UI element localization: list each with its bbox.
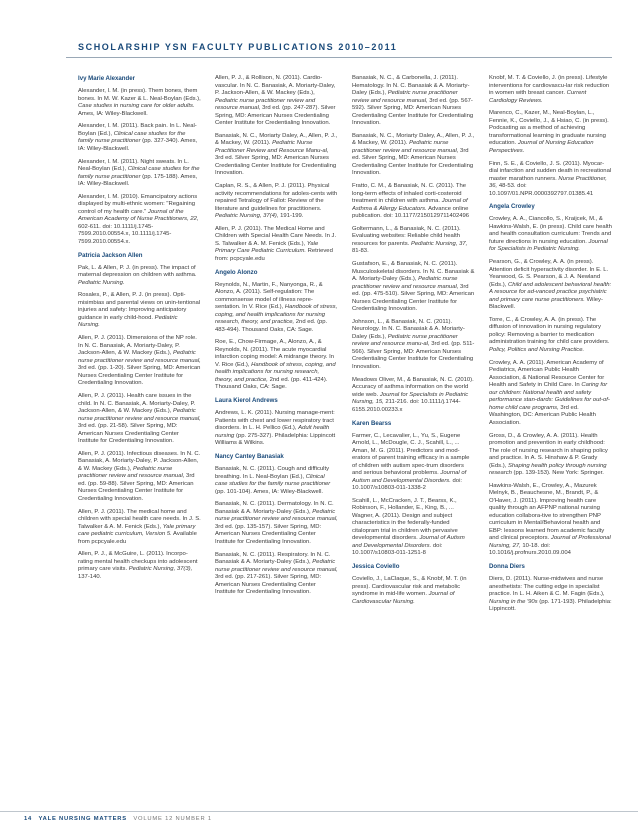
citation-text: 3rd ed. (pp. 247-287). Silver Spring, MD: American Nurses Credentialing Center Institute for Credentialing Innovation. bbox=[215, 105, 336, 126]
citation-text: Marenco, C., Kazer, M., Neal-Boylan, L., Fennie, K., Coviello, J., & Hsiao, C. (in press). Podcasting as a method of achieving transformational learning in graduate nursing education. bbox=[489, 110, 609, 147]
citation-text: Diers, D. (2011). Nurse-midwives and nurse anesthetists: The cutting edge in specialist practice. In L. H. Aiken & C. M. Fagin (Eds.), bbox=[489, 576, 605, 598]
citation-text: Gustafson, E., & Banasiak, N. C. (2011). Musculoskeletal disorders. In N. C. Banasiak & A. Moriarty-Daley (Eds.), bbox=[352, 261, 475, 283]
citation-text: 3rd ed. (pp. 475-510). Silver Spring, MD: American Nurses Credentialing Center Institute for Credentialing Innovation. bbox=[352, 283, 475, 313]
citation-text: (pp. 101-104). Ames, IA: Wiley-Blackwell. bbox=[215, 488, 324, 495]
author-heading: Donna Diers bbox=[489, 563, 525, 571]
citation-text: Torre, C., & Crowley, A. A. (in press). The diffusion of innovation in nursing regulatory policy: Removing a barrier to medication administration training for child care providers. bbox=[489, 316, 610, 346]
citation-entry bbox=[215, 183, 338, 221]
citation-text: Caplan, R. S., & Allen, P. J. (2011). Physical activity recommendations for adoles-cents with repaired Tetralogy of Fallot: Review of the literature and guidelines for practitioners. bbox=[215, 183, 338, 212]
citation-text: Allen, P. J. (2011). The Medical Home and Children with Special Health Care Needs. In J. S. Talwalker & A. M. Fenick (Eds.), bbox=[215, 225, 337, 247]
page-header-title: SCHOLARSHIP YSN FACULTY PUBLICATIONS 2010–2011 bbox=[78, 42, 398, 52]
citation-text: (pp. 139-153). New York: Springer. bbox=[511, 470, 604, 477]
citation-text: 3rd ed. (pp. 21-58). Silver Spring, MD: American Nurses Credentialing Center Institute for Credentialing Innovation. bbox=[78, 423, 179, 445]
citation-entry bbox=[78, 335, 201, 388]
citation-text: 191-199. bbox=[278, 213, 304, 220]
citation-text: Crowley, A. A. (2011). American Academy of Pediatrics, American Public Health Association, & National Resource Center for Health and Safety in Child Care. In bbox=[489, 359, 605, 389]
citation-text: 3rd ed. (pp. 135-157). Silver Spring, MD: American Nurses Credentialing Center Institute for Credentialing Innovation. bbox=[215, 523, 322, 545]
citation-title: Pediatric nurse practitioner review and resource manu-al, bbox=[352, 333, 458, 348]
citation-entry bbox=[489, 576, 612, 614]
author-heading: Karen Bearss bbox=[352, 419, 392, 427]
citation-text: Allen, P. J. (2011). Infectious diseases. In N. C. Banasiak, A. Moriarty-Daley, P. Jackson-Allen, & W. Mackey (Eds.), bbox=[78, 450, 201, 472]
citation-text: Allen, P. J., & McGuire, L. (2011). Incorpo-rating mental health checkups into adolescent primary care visits. bbox=[78, 551, 198, 573]
citation-text: 3rd ed. (pp. 567-592). Silver Spring, MD: American Nurses Credentialing Center Institute for Credentialing Innovation. bbox=[352, 97, 474, 126]
citation-text: Banasiak, N. C., & Carbonella, J. (2011). Hematology. In N. C. Banasiak & A. Moriarty-Daley (Eds.), bbox=[352, 75, 470, 96]
citation-text: Banasiak, N. C., Moriarty Daley, A., Allen, P. J., & Mackey, W. (2011). bbox=[215, 132, 338, 147]
citation-entry bbox=[352, 133, 475, 178]
citation-title: Journal of Cardiovascular Nursing. bbox=[352, 591, 455, 605]
citation-entry bbox=[489, 75, 612, 105]
citation-text: Retrieved from: pcpcyale.edu bbox=[215, 248, 333, 262]
citation-entry bbox=[489, 216, 612, 254]
author-heading: Angelo Alonzo bbox=[215, 268, 258, 276]
citation-text: Hawkins-Walsh, E., Crowley, A., Mazurek Melnyk, B., Beauchesne, M., Brandt, P., & O'Haver, J. (2011). Improving health care quality through an AFPNP national nursing education collabora-tive to strengthen PNP curriculum in Mental/Behavioral health and EBP: lessons learned from academic faculty and clinical preceptors. bbox=[489, 482, 605, 542]
citation-text: Banasiak, N. C., Moriarty Daley, A., Allen, P. J., & Mackey, W. (2011). bbox=[352, 132, 475, 147]
author-heading: Jessica Coviello bbox=[352, 563, 400, 571]
citation-entry bbox=[352, 319, 475, 372]
citation-text: 3rd ed. Washington, DC: American Public Health Association. bbox=[489, 404, 596, 426]
author-heading: Patricia Jackson Allen bbox=[78, 251, 143, 259]
citation-text: doi: 10.1007/s10803-011-1338-2 bbox=[352, 477, 463, 492]
publication-columns bbox=[78, 75, 613, 800]
citation-text: 3rd ed. (pp. 511-566). Silver Spring, MD: American Nurses Credentialing Center Institute for Credentialing Innovation. bbox=[352, 341, 475, 370]
citation-entry bbox=[215, 466, 338, 496]
citation-title: Clinical case studies for the family nurse practitioner bbox=[215, 473, 331, 488]
citation-entry bbox=[352, 75, 475, 128]
citation-entry bbox=[215, 501, 338, 546]
citation-text: Alexander, I. M. (2011). Back pain. In L. Neal-Boylan (Ed.), bbox=[78, 123, 197, 137]
citation-text: Alexander, I. M. (2010). Emancipatory actions displayed by multi-ethnic women: "Regaining control of my health care." bbox=[78, 193, 198, 215]
citation-text: Alexander, I. M. (2011). Night sweats. In L. Neal-Boylan (Ed.), bbox=[78, 158, 189, 173]
citation-text: Available from pcpcyale.edu bbox=[78, 531, 197, 545]
citation-text: Goltermann, L., & Banasiak, N. C. (2011). Evaluating websites: Reliable child health resources for parents. bbox=[352, 225, 461, 247]
citation-title: Shaping health policy through nursing research bbox=[489, 462, 607, 477]
citation-text: Allen, P. J., & Rollison, N. (2011). Cardio-vascular. In N. C. Banasiak, A. Moriarty-Daley, P. Jackson-Allen, & W. Mackey (Eds.), bbox=[215, 75, 336, 96]
citation-title: Pediatric Nursing, 37, bbox=[410, 240, 468, 247]
citation-title: Pediatric nurse practitioner review and resource manual, bbox=[215, 97, 316, 111]
citation-text: (pp. 171-193). Philadelphia: Lippincott. bbox=[489, 598, 612, 613]
citation-entry bbox=[78, 551, 201, 581]
citation-entry bbox=[352, 433, 475, 493]
citation-title: Handbook of stress, coping, and health implications for nursing research, theory, and practice, bbox=[215, 304, 338, 326]
author-heading: Angela Crowley bbox=[489, 203, 535, 211]
citation-title: Pediatric Nursing. bbox=[78, 279, 125, 286]
column-1 bbox=[78, 75, 201, 800]
citation-title: Policy, Politics and Nursing Practice. bbox=[489, 346, 585, 353]
citation-title: Pediatric nurse practitioner review and resource manual, bbox=[352, 276, 459, 290]
citation-entry bbox=[78, 88, 201, 118]
citation-title: Journal of Asthma & Allergy Educators. bbox=[352, 198, 468, 212]
column-3 bbox=[352, 75, 475, 800]
citation-text: Farmer, C., Lecavalier, L., Yu, S., Eugene Arnold, L., McDougle, C. J., Scahill, L., ... Aman, M. G. (2011). Predictors and mod-erators of parent training efficacy in a sample of children with autism spec-trum disorders and serious behavioral problems. bbox=[352, 432, 470, 477]
citation-entry bbox=[78, 265, 201, 288]
citation-text: Gross, D., & Crowley, A. A. (2011). Health promotion and prevention in early childhood: The role of nursing research in shaping policy and practice. In A. S. Hinshaw & P. Grady (Eds.), bbox=[489, 432, 608, 469]
citation-text: 2nd ed. (pp. 411-424). Thousand Oaks, CA: Sage. bbox=[215, 376, 328, 391]
author-heading: Laura Kierol Andrews bbox=[215, 397, 278, 405]
citation-text: Banasiak, N. C. (2011). Cough and difficulty breathing. In L. Neal-Boylan (Ed.), bbox=[215, 466, 330, 480]
citation-entry bbox=[78, 509, 201, 547]
citation-entry bbox=[489, 483, 612, 558]
citation-title: Pediatric Nursing, 37(4), bbox=[215, 213, 279, 220]
citation-text: 10-18. doi: 10.1016/j.profnurs.2010.09.004 bbox=[489, 542, 571, 557]
citation-title: Pediatric nurse practitioner review and resource manual, bbox=[352, 90, 458, 104]
citation-title: Pediatric nurse practitioner review and resource manual, bbox=[78, 350, 201, 364]
citation-entry bbox=[352, 261, 475, 314]
citation-entry bbox=[78, 159, 201, 189]
author-heading: Ivy Marie Alexander bbox=[78, 75, 136, 82]
citation-text: Rosales, P., & Allen, P. J. (in press). Opti-misimbias and parental views on unin-tentional injuries and safety: Improving anticipatory guidance in early child-hood. bbox=[78, 292, 201, 321]
citation-entry bbox=[352, 498, 475, 558]
citation-text: Johnson, L., & Banasiak, N. C. (2011). Neurology. In N. C. Banasiak & A. Moriarty-Daley (Eds.), bbox=[352, 318, 465, 340]
citation-entry bbox=[215, 410, 338, 448]
citation-text: Banasiak, N. C. (2011). Respiratory. In N. C. Banasiak & A. Moriarty-Daley (Eds.), bbox=[215, 551, 331, 566]
citation-text: 81-83. bbox=[352, 248, 369, 255]
citation-title: Pediatric nurse practitioner review and resource manual, bbox=[215, 508, 338, 523]
citation-text: Knobf, M. T. & Coviello, J. (in press). Lifestyle interventions for cardiovascu-lar risk reduction in women with breast cancer. bbox=[489, 75, 610, 96]
citation-text: 2nd ed. (pp. 483-494). Thousand Oaks, CA: Sage. bbox=[215, 319, 328, 333]
citation-title: Pediatric Nurse Practitioner Review and Resource Manu-al, bbox=[215, 140, 329, 154]
citation-title: Pediatric nurse practitioner review and resource manual, bbox=[78, 465, 185, 480]
citation-title: Pediatric nurse practitioner review and resource manual, bbox=[215, 559, 338, 573]
citation-entry bbox=[215, 552, 338, 597]
citation-title: Pediatric nurse practitioner review and resource manual, bbox=[78, 408, 201, 422]
citation-title: Clinical case studies for the family nurse practitioner bbox=[78, 166, 200, 180]
citation-entry bbox=[215, 282, 338, 335]
citation-text: Pak, L. & Allen, P. J. (in press). The impact of maternal depression on children with asthma. bbox=[78, 264, 197, 279]
citation-entry bbox=[78, 194, 201, 247]
citation-text: Scahill, L., McCracken, J. T., Bearss, K., Robinson, F., Hollander, E., King, B., ... Wagner, A. (2011). Design and subject characteristics in the federally-funded citalopram trial in children with pervasive developmental disorders. bbox=[352, 497, 458, 542]
citation-title: Pediatric Nursing. bbox=[78, 314, 178, 329]
citation-text: Ames, IA: Wiley-Blackwell. bbox=[78, 110, 148, 117]
citation-text: 137-140. bbox=[78, 573, 102, 580]
citation-text: (pp. 175-188). Ames, IA: Wiley-Blackwell. bbox=[78, 173, 198, 188]
citation-entry bbox=[215, 75, 338, 128]
citation-text: Roe, E., Chow-Firmage, A., Alonzo, A., & Reynolds, N. (2011). The acute myocardial infarction coping model: A midrange theory. In V. Rice (Ed.), bbox=[215, 339, 335, 368]
citation-text: (pp. 327-340). Ames, IA: Wiley-Blackwell. bbox=[78, 138, 198, 152]
citation-entry bbox=[78, 393, 201, 446]
citation-entry bbox=[489, 161, 612, 199]
citation-entry bbox=[489, 317, 612, 355]
citation-entry bbox=[215, 133, 338, 178]
citation-text: Finn, S. E., & Coviello, J. S. (2011). Myocar-dial infarction and sudden death in recreational master marathon runners. bbox=[489, 160, 612, 182]
citation-entry bbox=[78, 451, 201, 504]
citation-text: 3rd ed. (pp. 217-261). Silver Spring, MD: American Nurses Credentialing Center Institute for Credentialing Innovation. bbox=[215, 574, 322, 596]
page-number: 14 bbox=[24, 816, 33, 822]
header-divider bbox=[66, 57, 612, 58]
citation-title: Child and adolescent behavioral health: A resource for ad-vanced practice psychiatric and primary care nurse practitioners. bbox=[489, 281, 612, 303]
citation-text: Alexander, I. M. (in press). Them bones, them bones. In M. W. Kazer & L. Neal-Boylan (Eds.), bbox=[78, 88, 201, 102]
citation-text: (pp. 275-327). Philadelphia: Lippincott Williams & Wilkins. bbox=[215, 432, 336, 447]
page-footer bbox=[24, 816, 212, 822]
author-heading: Nancy Cantey Banasiak bbox=[215, 453, 284, 461]
citation-title: Journal of Nursing Education Perspectives. bbox=[489, 140, 594, 154]
citation-entry bbox=[215, 226, 338, 264]
volume-info: VOLUME 12 NUMBER 1 bbox=[133, 816, 212, 822]
citation-text: Reynolds, N., Martin, F., Nanyonga, R., & Alonzo, A. (2011). Self-regulation: The commonsense model of illness repre-sentation. In V. Rice (Ed.), bbox=[215, 281, 323, 311]
citation-entry bbox=[489, 110, 612, 155]
citation-title: Journal of the American Academy of Nurse Practitioners, 22, bbox=[78, 208, 199, 223]
column-2 bbox=[215, 75, 338, 800]
citation-text: Crowley, A. A., Ciancollo, S., Kraijcek, M., & Hawkins-Walsh, E. (in press). Child care health and health consultation curriculum: Trends and future directions in nursing education. bbox=[489, 216, 612, 245]
citation-text: Allen, P. J. (2011). The medical home and children with special health care needs. In J. S. Talwalker & A. M. Fenick (Eds.), bbox=[78, 508, 201, 530]
citation-entry bbox=[352, 183, 475, 221]
citation-title: Handbook of stress, coping, and health implications for nursing research, theory, and practice, bbox=[215, 361, 336, 383]
citation-entry bbox=[352, 576, 475, 606]
citation-title: Caring for our children: National health and safety performance stan-dards: Guidelines for out-of-home child care programs, bbox=[489, 382, 610, 411]
citation-title: Yale primary care pediatric curriculum, Version 5. bbox=[78, 523, 196, 538]
citation-text: 211-216. doi: 10.1111/j.1744-6155.2010.00233.x bbox=[352, 399, 461, 413]
citation-text: 602-611. doi: 10.1111/j.1745-7599.2010.00554.x, 10.1111/j.1745-7599.2010.00554.x. bbox=[78, 223, 172, 245]
citation-title: Nurse Practitioner, 36, bbox=[489, 175, 607, 190]
citation-text: Allen, P. J. (2011). Health care issues in the child. In N. C. Banasiak, A. Moriarty-Daley, P. Jackson-Allen, & W. Mackey (Eds.), bbox=[78, 393, 196, 415]
citation-title: Journal for Specialists in Pediatric Nursing. bbox=[489, 238, 608, 253]
citation-entry bbox=[78, 292, 201, 330]
citation-text: 3rd ed. (pp. 1-20). Silver Spring, MD: American Nurses Credentialing Center Institute for Credentialing Innovation. bbox=[78, 365, 201, 387]
citation-text: 3rd ed. Silver Spring, MD: American Nurses Credentialing Center Institute for Credentialing Innovation. bbox=[215, 155, 337, 177]
citation-entry bbox=[489, 360, 612, 428]
citation-text: Pearson, G., & Crowley, A. A. (in press). Attention deficit hyperactivity disorder. In E. L. Yearwood, G. S. Pearson, & J. A. Newland (Eds.), bbox=[489, 259, 609, 288]
citation-entry bbox=[352, 377, 475, 415]
citation-text: Meadows Oliver, M., & Banasiak, N. C. (2010). Accuracy of asthma information on the world wide web. bbox=[352, 376, 474, 398]
citation-entry bbox=[489, 259, 612, 312]
header-band bbox=[0, 0, 638, 72]
citation-entry bbox=[352, 226, 475, 256]
citation-entry bbox=[78, 123, 201, 153]
citation-title: Journal for Specialists in Pediatric Nursing, 15, bbox=[352, 391, 469, 406]
citation-text: doi: 10.1007/s10803-011-1251-8 bbox=[352, 542, 443, 557]
citation-text: 48-53. doi: 10.1097/01.NPR.0000392797.01385.41 bbox=[489, 183, 594, 197]
citation-title: Adult health nursing bbox=[215, 425, 330, 439]
citation-title: Pediatric Nursing, 37(3), bbox=[128, 566, 193, 573]
column-4 bbox=[489, 75, 612, 800]
citation-title: Journal of Autism and Developmental Disorders. bbox=[352, 535, 465, 549]
citation-title: Yale Primary Care Pediatric Curriculum. bbox=[215, 240, 319, 255]
citation-text: 3rd ed. (pp. 59-88). Silver Spring, MD: American Nurses Credentialing Center Institute for Credentialing Innovation. bbox=[78, 473, 195, 502]
citation-text: Banasiak, N. C. (2011). Dermatology. In N. C. Banasiak & A. Moriarty-Daley (Eds.), bbox=[215, 501, 334, 515]
citation-title: Pediatric nurse practitioner review and resource manual, bbox=[352, 140, 459, 154]
citation-text: 3rd ed. Silver Spring, MD: American Nurses Credentialing Center Institute for Credentialing Innovation. bbox=[352, 147, 474, 177]
citation-text: Advance online publication. doi: 10.1177/2150129711402496 bbox=[352, 205, 470, 220]
footer-divider bbox=[0, 811, 638, 812]
citation-title: Journal of Autism and Developmental Disorders. bbox=[352, 470, 467, 484]
citation-title: Clinical case studies for the family nurse practitioner bbox=[78, 130, 186, 145]
citation-text: Allen, P. J. (2011). Dimensions of the NP role. In N. C. Banasiak, A. Moriarty-Daley, P. Jackson-Allen, & W. Mackey (Eds.), bbox=[78, 335, 197, 357]
citation-text: Coviello, J., LaClaque, S., & Knobf, M. T. (in press). Cardiovascular risk and metabolic syndrome in mid-life women. bbox=[352, 576, 467, 598]
citation-title: Nursing in the '90s bbox=[489, 598, 538, 605]
citation-title: Case studies in nursing care for older adults. bbox=[78, 103, 195, 109]
citation-title: Journal of Professional Nursing, 27, bbox=[489, 535, 611, 549]
citation-entry bbox=[489, 433, 612, 478]
citation-text: Andrews, L. K. (2011). Nursing manage-ment: Patients with chest and lower respiratory tract disorders. In L. H. Pellico (Ed.), bbox=[215, 410, 335, 432]
magazine-name: YALE NURSING MATTERS bbox=[38, 816, 127, 822]
citation-entry bbox=[215, 339, 338, 392]
citation-text: Wiley-Blackwell. bbox=[489, 296, 603, 311]
citation-title: Current Cardiology Reviews. bbox=[489, 90, 587, 104]
citation-text: Fratto, C. M., & Banasiak, N. C. (2011). The long-term effects of inhaled corti-costeroid treatment in children with asthma. bbox=[352, 183, 467, 205]
